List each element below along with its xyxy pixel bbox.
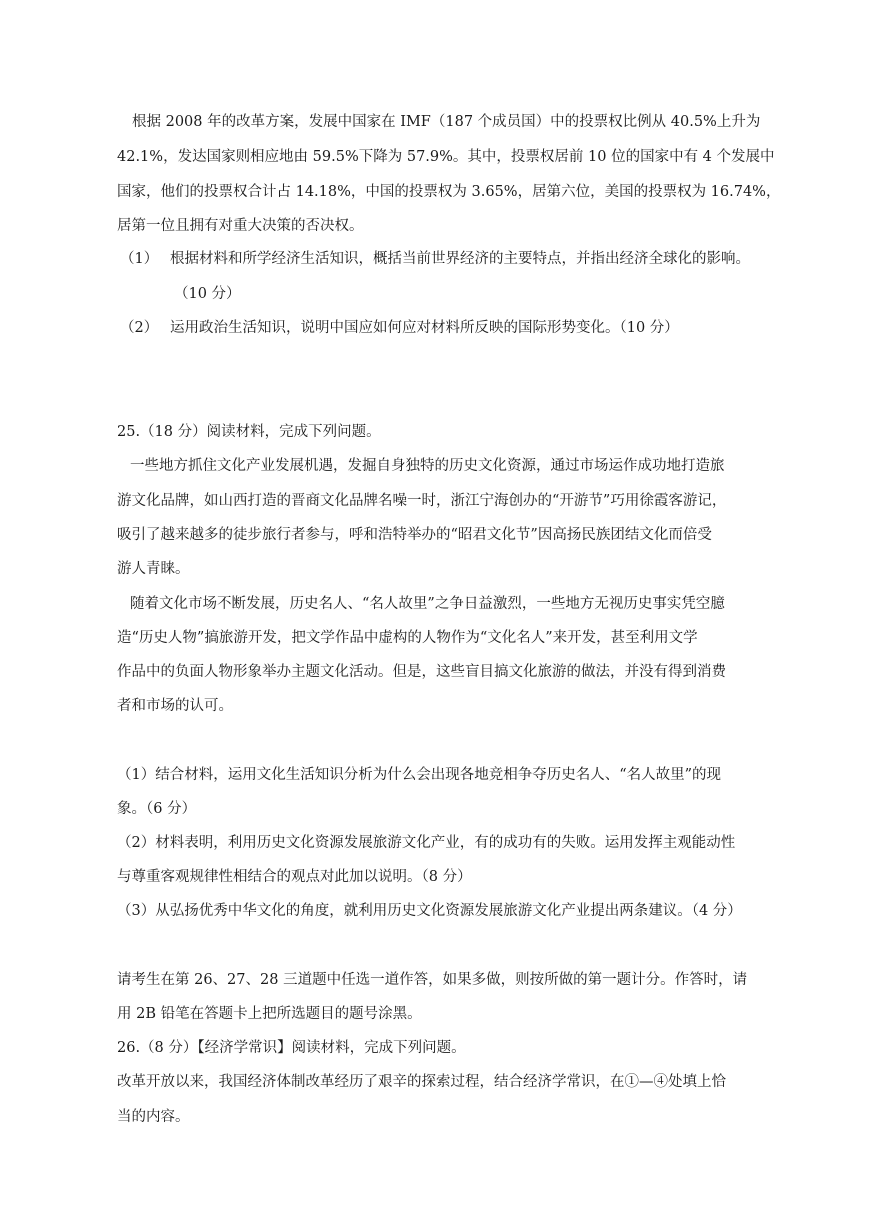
q24-sub1-score: （10 分）	[174, 286, 241, 302]
q25-sub2-line-2: 与尊重客观规律性相结合的观点对此加以说明。（8 分）	[117, 869, 472, 885]
q24-sub2-text: 运用政治生活知识，说明中国应如何应对材料所反映的国际形势变化。（10 分）	[170, 320, 679, 336]
instructions-line-1: 请考生在第 26、27、28 三道题中任选一道作答，如果多做，则按所做的第一题计分。作答时，请	[117, 972, 748, 988]
q25-para2-line-4: 者和市场的认可。	[117, 698, 233, 714]
q25-para1-line-4: 游人青睐。	[117, 561, 190, 577]
q25-para1-line-2: 游文化品牌，如山西打造的晋商文化品牌名噪一时，浙江宁海创办的“开游节”巧用徐霞客游记，	[117, 493, 727, 509]
instructions-line-2: 用 2B 铅笔在答题卡上把所选题目的题号涂黑。	[117, 1006, 422, 1022]
q25-para1-line-3: 吸引了越来越多的徒步旅行者参与，呼和浩特举办的“昭君文化节”因高扬民族团结文化而倍受	[117, 527, 712, 543]
q25-sub1-line-1: （1）结合材料，运用文化生活知识分析为什么会出现各地竞相争夺历史名人、“名人故里”的现	[117, 767, 722, 783]
q24-material-line-3: 国家，他们的投票权合计占 14.18%，中国的投票权为 3.65%，居第六位，美国的投票权为 16.74%，	[117, 184, 781, 200]
q24-sub1-number: （1）	[120, 251, 159, 267]
q25-sub3: （3）从弘扬优秀中华文化的角度，就利用历史文化资源发展旅游文化产业提出两条建议。（4 分）	[117, 903, 742, 919]
q24-material-line-2: 42.1%，发达国家则相应地由 59.5%下降为 57.9%。其中，投票权居前 10 位的国家中有 4 个发展中	[117, 149, 775, 165]
q24-sub2-number: （2）	[120, 320, 159, 336]
q25-para2-line-2: 造“历史人物”搞旅游开发，把文学作品中虚构的人物作为“文化名人”来开发，甚至利用文学	[117, 630, 698, 646]
q25-para2-line-3: 作品中的负面人物形象举办主题文化活动。但是，这些盲目搞文化旅游的做法，并没有得到消费	[117, 664, 726, 680]
q25-para1-line-1: 一些地方抓住文化产业发展机遇，发掘自身独特的历史文化资源，通过市场运作成功地打造旅	[130, 458, 725, 474]
q24-material-line-1: 根据 2008 年的改革方案，发展中国家在 IMF（187 个成员国）中的投票权比例从 40.5%上升为	[132, 114, 761, 130]
q26-line-1: 改革开放以来，我国经济体制改革经历了艰辛的探索过程，结合经济学常识，在①—④处填上恰	[117, 1074, 726, 1090]
q25-para2-line-1: 随着文化市场不断发展，历史名人、“名人故里”之争日益激烈，一些地方无视历史事实凭空臆	[130, 596, 725, 612]
q24-sub1-text: 根据材料和所学经济生活知识，概括当前世界经济的主要特点，并指出经济全球化的影响。	[170, 251, 750, 267]
q25-header: 25.（18 分）阅读材料，完成下列问题。	[117, 424, 381, 440]
q26-line-2: 当的内容。	[117, 1109, 190, 1125]
q25-sub1-line-2: 象。（6 分）	[117, 801, 197, 817]
q24-material-line-4: 居第一位且拥有对重大决策的否决权。	[117, 218, 364, 234]
q25-sub2-line-1: （2）材料表明，利用历史文化资源发展旅游文化产业，有的成功有的失败。运用发挥主观能动性	[117, 835, 736, 851]
q26-header: 26.（8 分）【经济学常识】阅读材料，完成下列问题。	[117, 1040, 466, 1056]
